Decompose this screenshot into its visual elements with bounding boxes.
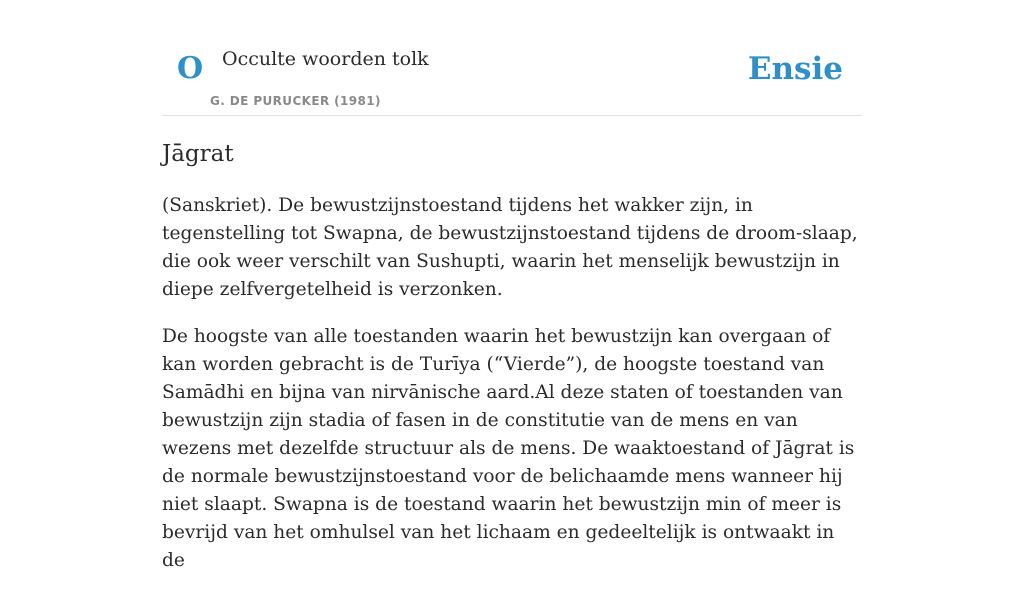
- ensie-logo-link[interactable]: Ensie: [747, 51, 843, 87]
- entry-paragraph-1: (Sanskriet). De bewustzijnstoestand tijdens het wakker zijn, in tegenstelling tot Swapna, de bewustzijnstoestand tijdens de droom-slaap, die ook weer verschilt van Sushupti, waarin het menselijk bewustzijn in diepe zelfvergetelheid is verzonken.: [162, 195, 858, 300]
- page: [162, 0, 862, 571]
- entry-term-title: Jāgrat: [162, 141, 234, 167]
- book-initial-letter[interactable]: O: [177, 51, 204, 86]
- entry-header: [162, 0, 862, 116]
- book-title-link[interactable]: Occulte woorden tolk: [222, 48, 429, 70]
- entry-body: [162, 192, 862, 594]
- entry-paragraph-2: De hoogste van alle toestanden waarin het bewustzijn kan overgaan of kan worden gebracht is de Turīya (“Vierde”), de hoogste toestand van Samādhi en bijna van nirvānische aard.Al deze staten of toestanden van bewustzijn zijn stadia of fasen in de constitutie van de mens en van wezens met dezelfde structuur als de mens. De waaktoestand of Jāgrat is de normale bewustzijnstoestand voor de belichaamde mens wanneer hij niet slaapt. Swapna is de toestand waarin het bewustzijn min of meer is bevrijd van het omhulsel van het lichaam en gedeeltelijk is ontwaakt in de: [162, 326, 855, 571]
- book-author: G. DE PURUCKER (1981): [210, 94, 381, 108]
